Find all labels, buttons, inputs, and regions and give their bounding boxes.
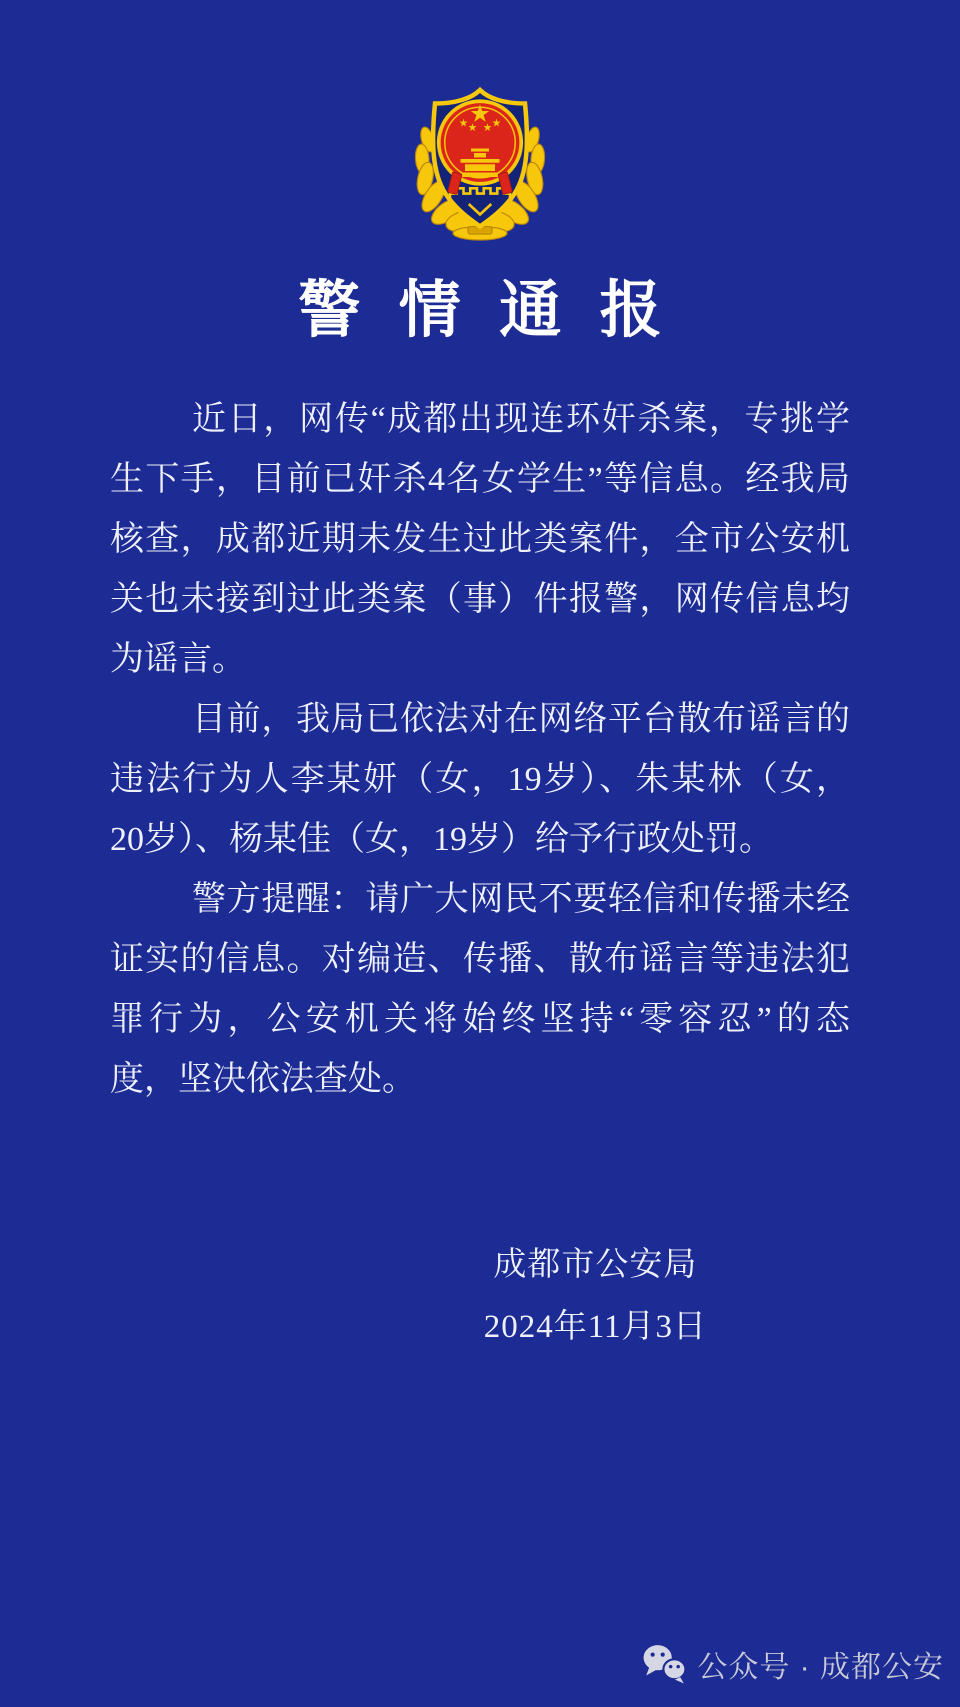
notice-line: 证实的信息。对编造、传播、散布谣言等违法犯	[110, 941, 850, 978]
notice-line: 关也未接到过此类案（事）件报警，网传信息均	[110, 581, 850, 618]
notice-body	[110, 390, 850, 1110]
national-emblem	[439, 101, 522, 184]
notice-line: 20岁）、杨某佳（女，19岁）给予行政处罚。	[110, 821, 773, 858]
notice-line: 违法行为人李某妍（女，19岁）、朱某林（女，	[110, 761, 850, 798]
signature-date: 2024年11月3日	[483, 1309, 707, 1345]
police-badge-emblem	[405, 84, 555, 243]
notice-line: 核查，成都近期未发生过此类案件，全市公安机	[110, 521, 850, 558]
notice-line: 目前，我局已依法对在网络平台散布谣言的	[192, 701, 850, 738]
footer-bar	[642, 1642, 944, 1686]
notice-line: 罪行为，公安机关将始终坚持“零容忍”的态	[110, 1001, 850, 1038]
footer-label: 公众号 · 成都公安	[697, 1651, 944, 1684]
notice-line: 为谣言。	[110, 641, 246, 678]
notice-title: 警情通报	[298, 277, 701, 345]
notice-line: 度，坚决依法查处。	[110, 1061, 416, 1098]
notice-line: 近日，网传“成都出现连环奸杀案，专挑学	[192, 401, 850, 438]
notice-line: 生下手，目前已奸杀4名女学生”等信息。经我局	[110, 461, 850, 498]
signature-block	[484, 1234, 707, 1358]
signature-agency: 成都市公安局	[493, 1247, 698, 1283]
wechat-icon	[642, 1644, 688, 1684]
notice-line: 警方提醒：请广大网民不要轻信和传播未经	[192, 881, 850, 918]
